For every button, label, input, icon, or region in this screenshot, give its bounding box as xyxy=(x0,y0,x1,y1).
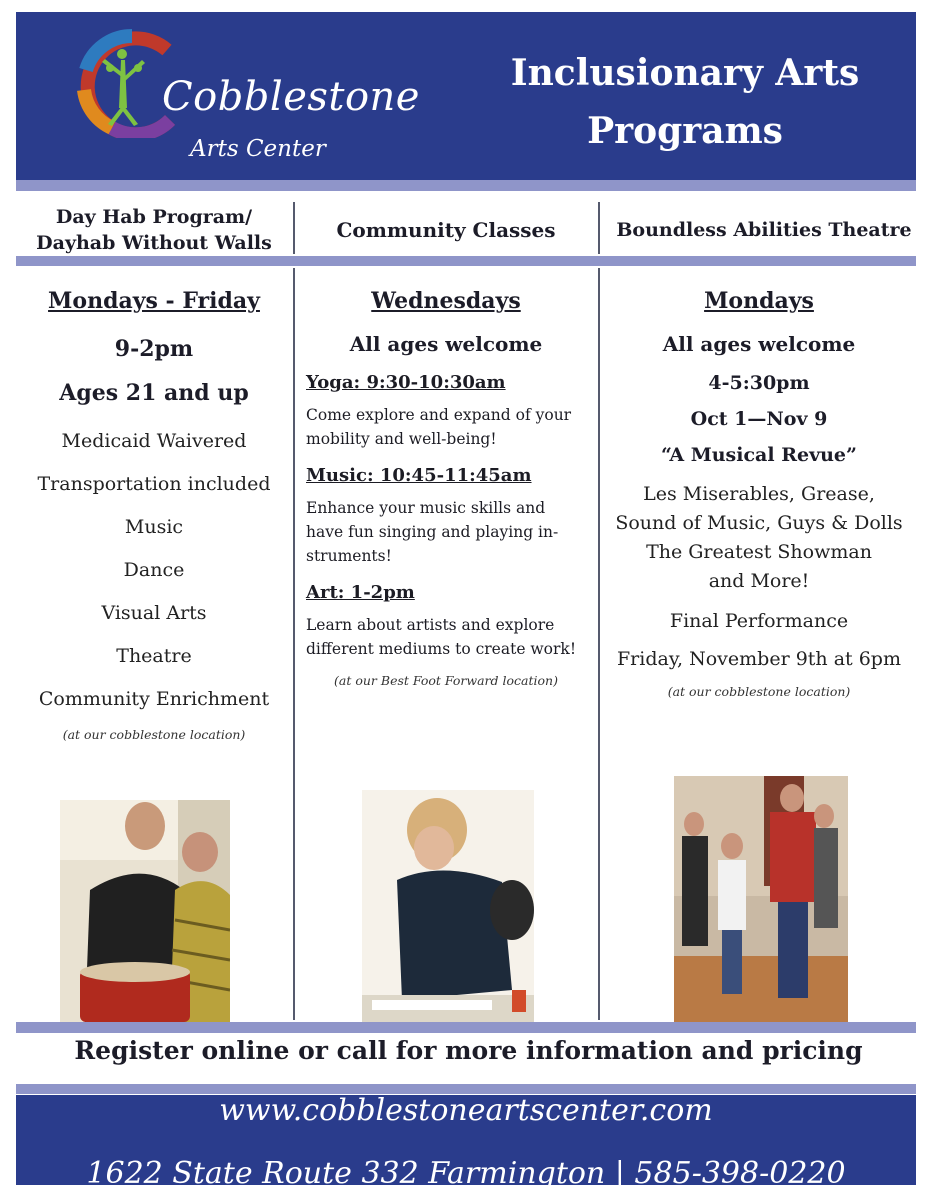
page-title: Inclusionary Arts Programs xyxy=(510,52,860,152)
class-description: have fun singing and playing in- xyxy=(306,523,559,541)
classes-days: Wednesdays xyxy=(371,288,521,314)
website-link[interactable]: www.cobblestoneartscenter.com xyxy=(219,1093,713,1128)
theatre-column xyxy=(601,282,917,699)
theatre-days: Mondays xyxy=(704,288,814,314)
art-class-title: Art: 1-2pm xyxy=(306,582,415,603)
show-list-line: and More! xyxy=(708,570,810,592)
logo-subtitle: Arts Center xyxy=(190,136,326,162)
list-item: Medicaid Waivered xyxy=(61,430,247,452)
divider-bar xyxy=(16,1022,916,1033)
class-description: mobility and well-being! xyxy=(306,430,497,448)
dayhab-heading: Day Hab Program/ Dayhab Without Walls xyxy=(36,206,272,254)
theatre-heading: Boundless Abilities Theatre xyxy=(616,219,912,241)
theatre-ages: All ages welcome xyxy=(662,332,856,356)
list-item: Dance xyxy=(123,559,185,581)
address-phone: 1622 State Route 332 Farmington | 585-398-0220 xyxy=(86,1156,846,1191)
list-item: Theatre xyxy=(116,645,192,667)
show-list-line: Les Miserables, Grease, xyxy=(643,483,875,505)
final-performance-label: Final Performance xyxy=(669,610,849,632)
dayhab-hours: 9-2pm xyxy=(114,336,194,362)
theatre-hours: 4-5:30pm xyxy=(708,372,810,394)
column-separator xyxy=(293,268,295,1020)
location-note: (at our Best Foot Forward location) xyxy=(334,673,558,688)
logo-wordmark: Cobblestone xyxy=(162,74,420,120)
dayhab-photo xyxy=(60,800,230,1022)
final-performance-date: Friday, November 9th at 6pm xyxy=(617,648,901,670)
class-description: Enhance your music skills and xyxy=(306,499,546,517)
list-item: Visual Arts xyxy=(101,602,207,624)
yoga-class-title: Yoga: 9:30-10:30am xyxy=(306,372,506,393)
class-description: Learn about artists and explore xyxy=(306,616,555,634)
dayhab-days: Mondays - Friday xyxy=(48,288,260,314)
dayhab-ages: Ages 21 and up xyxy=(59,380,249,406)
divider-bar xyxy=(16,180,916,191)
register-call-to-action: Register online or call for more information and pricing xyxy=(74,1036,863,1065)
show-list-line: The Greatest Showman xyxy=(646,541,872,563)
column-separator xyxy=(598,268,600,1020)
community-classes-heading: Community Classes xyxy=(336,218,556,242)
music-class-title: Music: 10:45-11:45am xyxy=(306,465,532,486)
location-note: (at our cobblestone location) xyxy=(62,727,246,742)
column-separator xyxy=(293,202,295,254)
column-separator xyxy=(598,202,600,254)
class-description: different mediums to create work! xyxy=(306,640,577,658)
list-item: Transportation included xyxy=(37,473,271,495)
community-classes-column xyxy=(296,282,596,688)
theatre-photo xyxy=(674,776,848,1022)
show-list-line: Sound of Music, Guys & Dolls xyxy=(615,512,903,534)
dayhab-column xyxy=(16,282,292,742)
theatre-dates: Oct 1—Nov 9 xyxy=(690,408,828,430)
theatre-show-title: “A Musical Revue” xyxy=(661,444,857,466)
class-description: Come explore and expand of your xyxy=(306,406,572,424)
class-description: struments! xyxy=(306,547,392,565)
community-class-photo xyxy=(362,790,534,1022)
list-item: Music xyxy=(124,516,184,538)
list-item: Community Enrichment xyxy=(38,688,270,710)
classes-ages: All ages welcome xyxy=(349,332,543,356)
location-note: (at our cobblestone location) xyxy=(667,684,851,699)
